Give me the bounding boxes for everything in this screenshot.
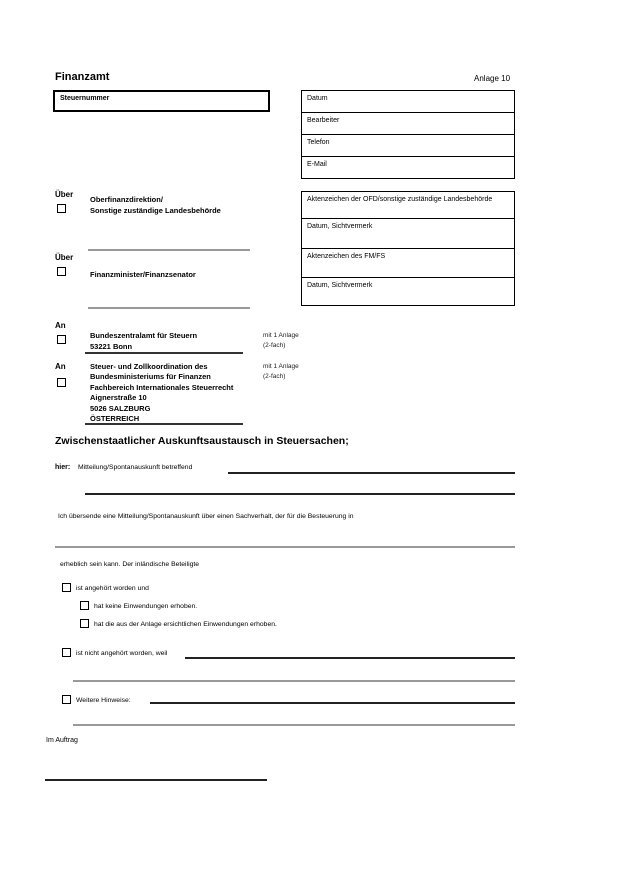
an1-checkbox[interactable] xyxy=(57,335,66,344)
heard-checkbox[interactable] xyxy=(62,583,71,592)
ofd-aktenzeichen-field[interactable] xyxy=(301,191,515,219)
an1-note xyxy=(263,331,299,350)
email-field[interactable] xyxy=(301,156,515,179)
an2-line5: 5026 SALZBURG xyxy=(90,403,151,413)
not-heard-entry-line[interactable] xyxy=(185,657,515,659)
ueber2-checkbox[interactable] xyxy=(57,267,66,276)
hier-label: hier: xyxy=(55,464,71,471)
body-continuation: erheblich sein kann. Der inländische Beteiligte xyxy=(60,561,200,568)
an2-note xyxy=(263,362,299,381)
hints-entry-line-2[interactable] xyxy=(73,724,515,726)
datum-field[interactable] xyxy=(301,90,515,113)
sichtvermerk2-field[interactable] xyxy=(301,277,515,306)
subject-heading: Zwischenstaatlicher Auskunftsaustausch in Steuersachen; xyxy=(55,435,349,447)
hier-entry-line-2[interactable] xyxy=(85,493,515,495)
hints-checkbox[interactable] xyxy=(62,695,71,704)
an1-address-underline xyxy=(85,352,243,354)
ofd-aktenzeichen-label: Aktenzeichen der OFD/sonstige zuständige Landesbehörde xyxy=(307,196,493,203)
an1-note1: mit 1 Anlage xyxy=(263,332,299,339)
no-objection-label: hat keine Einwendungen erhoben. xyxy=(94,603,198,610)
ueber2-line1: Finanzminister/Finanzsenator xyxy=(90,270,196,279)
separator-line-2 xyxy=(88,307,250,309)
ueber1-prefix: Über xyxy=(55,190,74,199)
an2-line3: Fachbereich Internationales Steuerrecht xyxy=(90,382,234,392)
an2-line2: Bundesministeriums für Finanzen xyxy=(90,372,211,382)
datum-label: Datum xyxy=(307,95,328,102)
annex-label: Anlage 10 xyxy=(474,74,511,83)
an2-line4: Aignerstraße 10 xyxy=(90,393,147,403)
fmfs-aktenzeichen-label: Aktenzeichen des FM/FS xyxy=(307,253,386,260)
telefon-label: Telefon xyxy=(307,139,330,146)
an2-note2: (2-fach) xyxy=(263,372,286,380)
an2-checkbox[interactable] xyxy=(57,378,66,387)
bearbeiter-field[interactable] xyxy=(301,112,515,135)
an1-line2: 53221 Bonn xyxy=(90,342,133,351)
an1-note2: (2-fach) xyxy=(263,341,286,349)
an2-line1: Steuer- und Zollkoordination des xyxy=(90,362,208,371)
an1-prefix: An xyxy=(55,321,66,330)
bearbeiter-label: Bearbeiter xyxy=(307,117,340,124)
objection-label: hat die aus der Anlage ersichtlichen Einwendungen erhoben. xyxy=(94,621,277,628)
ueber1-line2: Sonstige zuständige Landesbehörde xyxy=(90,206,221,215)
an1-line1: Bundeszentralamt für Steuern xyxy=(90,331,198,340)
an2-text xyxy=(90,362,233,424)
ueber1-checkbox[interactable] xyxy=(57,204,66,213)
fmfs-aktenzeichen-field[interactable] xyxy=(301,248,515,278)
an2-address-underline xyxy=(85,423,243,425)
an2-line6: ÖSTERREICH xyxy=(90,414,140,424)
no-objection-checkbox[interactable] xyxy=(80,601,89,610)
an2-prefix: An xyxy=(55,362,66,371)
not-heard-checkbox[interactable] xyxy=(62,648,71,657)
separator-line-1 xyxy=(88,249,250,251)
ueber1-line1: Oberfinanzdirektion/ xyxy=(90,195,163,204)
country-entry-line[interactable] xyxy=(55,546,515,548)
signature-line[interactable] xyxy=(45,779,267,781)
telefon-field[interactable] xyxy=(301,134,515,157)
not-heard-label: ist nicht angehört worden, weil xyxy=(76,650,168,657)
sichtvermerk1-field[interactable] xyxy=(301,218,515,249)
body-intro: Ich übersende eine Mitteilung/Spontanauskunft über einen Sachverhalt, der für die Besteuerung in xyxy=(58,513,354,520)
an2-note1: mit 1 Anlage xyxy=(263,363,299,370)
an1-text xyxy=(90,330,197,352)
heard-label: ist angehört worden und xyxy=(76,585,149,592)
hier-text: Mitteilung/Spontanauskunft betreffend xyxy=(78,464,193,471)
sichtvermerk1-label: Datum, Sichtvermerk xyxy=(307,223,373,230)
page-title: Finanzamt xyxy=(55,71,110,83)
steuernummer-field[interactable] xyxy=(53,90,270,112)
objection-checkbox[interactable] xyxy=(80,619,89,628)
ueber1-text xyxy=(90,194,221,216)
hints-label: Weitere Hinweise: xyxy=(76,697,131,704)
not-heard-entry-line-2[interactable] xyxy=(73,680,515,682)
signoff-label: Im Auftrag xyxy=(46,737,78,744)
hier-entry-line[interactable] xyxy=(228,472,515,474)
hints-entry-line[interactable] xyxy=(150,702,515,704)
email-label: E-Mail xyxy=(307,161,327,168)
steuernummer-label: Steuernummer xyxy=(60,95,110,102)
sichtvermerk2-label: Datum, Sichtvermerk xyxy=(307,282,373,289)
ueber2-prefix: Über xyxy=(55,253,74,262)
